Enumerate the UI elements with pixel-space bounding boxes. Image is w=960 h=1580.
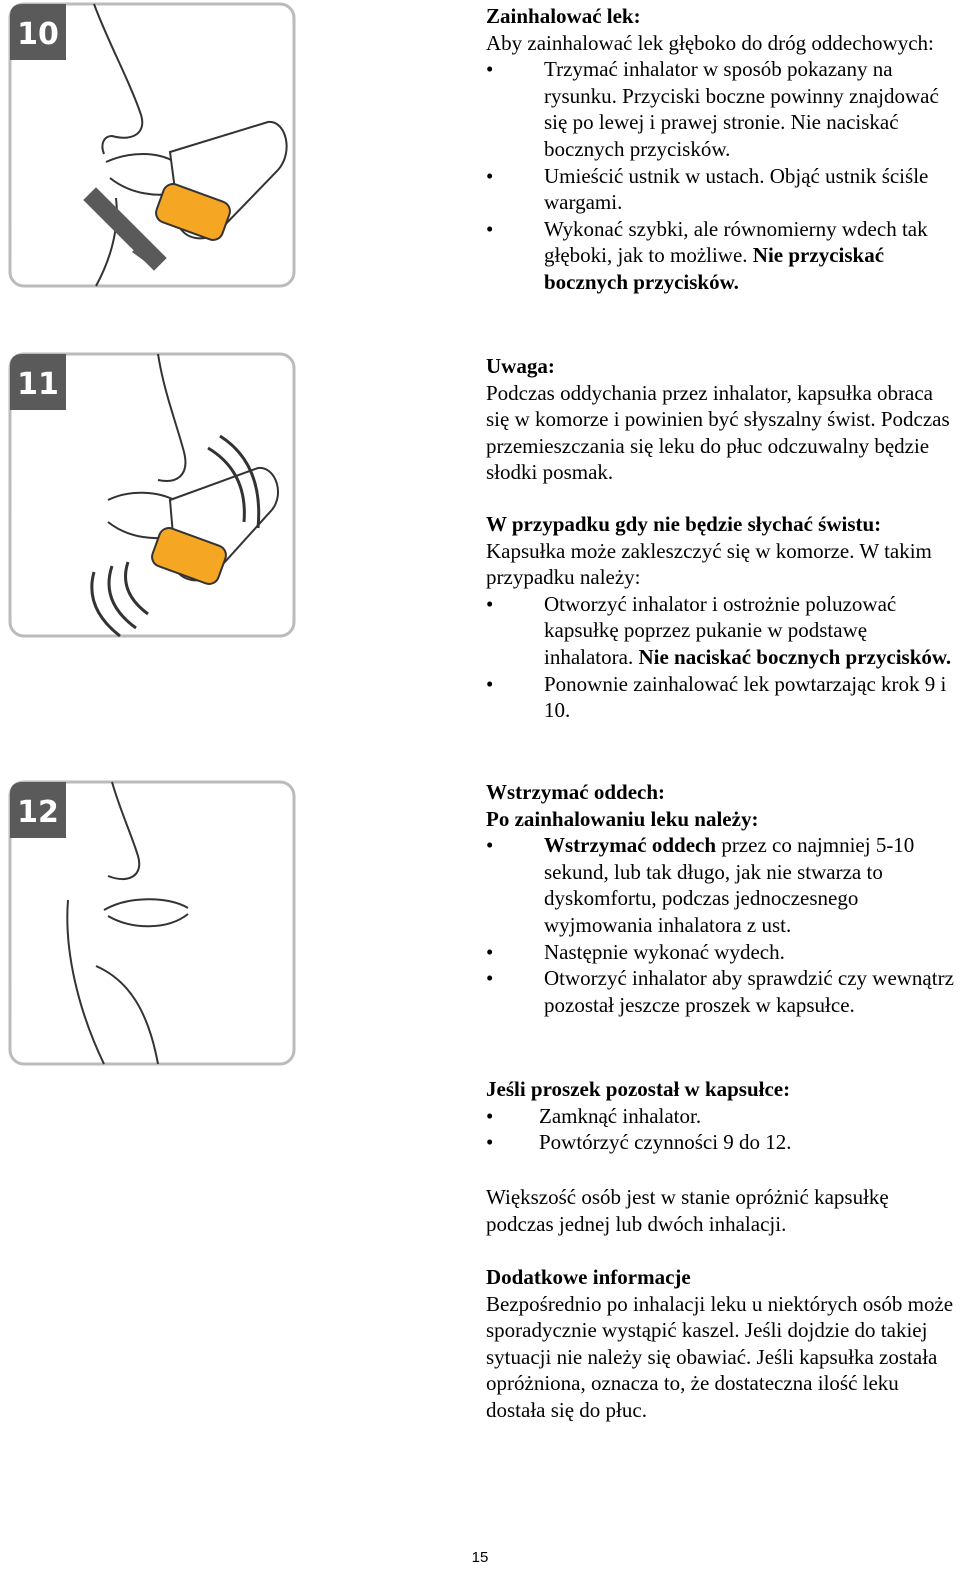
step-number: 11 [17, 367, 59, 402]
section-inhale [486, 3, 958, 296]
list-item: • Powtórzyć czynności 9 do 12. [486, 1129, 958, 1156]
heading-hold-breath: Wstrzymać oddech: [486, 780, 666, 804]
hold-breath-illustration [8, 780, 298, 1068]
list-item: • Otworzyć inhalator i ostrożnie poluzować kapsułkę poprzez pukanie w podstawę inhalatora. Nie naciskać bocznych przycisków. [486, 591, 958, 671]
list-item: • Trzymać inhalator w sposób pokazany na rysunku. Przyciski boczne powinny znajdować się po lewej i prawej stronie. Nie naciskać bocznych przycisków. [486, 56, 958, 162]
intro-inhale: Aby zainhalować lek głęboko do dróg oddechowych: [486, 30, 934, 55]
step-number: 10 [17, 17, 59, 52]
additional-info-body: Bezpośrednio po inhalacji leku u niektórych osób może sporadycznie wystąpić kaszel. Jeśli dojdzie do takiej sytuacji nie należy się obawiać. Jeśli kapsułka została opróżniona, oznacza to, że dostateczna ilość leku dostała się do płuc. [486, 1291, 954, 1422]
section-leftover-powder [486, 1076, 958, 1156]
figure-12 [8, 780, 298, 1068]
step-number: 12 [17, 795, 59, 830]
section-hold-breath [486, 779, 958, 1018]
list-item: • Ponownie zainhalować lek powtarzając krok 9 i 10. [486, 671, 958, 724]
list-item: • Zamknąć inhalator. [486, 1103, 958, 1130]
list-no-sound [486, 591, 958, 724]
heading-note: Uwaga: [486, 354, 555, 378]
list-item: • Następnie wykonać wydech. [486, 939, 958, 966]
most-body: Większość osób jest w stanie opróżnić kapsułkę podczas jednej lub dwóch inhalacji. [486, 1185, 889, 1236]
list-item: • Umieścić ustnik w ustach. Objąć ustnik ściśle wargami. [486, 163, 958, 216]
heading-no-sound: W przypadku gdy nie będzie słychać świstu: [486, 512, 882, 536]
figure-10 [8, 2, 298, 290]
note-body: Podczas oddychania przez inhalator, kapsułka obraca się w komorze i powinien być słyszalny świst. Podczas przemieszczania się leku do płuc odczuwalny będzie słodki posmak. [486, 380, 950, 485]
section-no-sound [486, 511, 958, 724]
page-number: 15 [471, 1549, 489, 1566]
list-item: • Otworzyć inhalator aby sprawdzić czy wewnątrz pozostał jeszcze proszek w kapsułce. [486, 965, 958, 1018]
list-hold-breath [486, 832, 958, 1018]
inhale-illustration [8, 2, 298, 290]
no-sound-body: Kapsułka może zakleszczyć się w komorze. W takim przypadku należy: [486, 538, 932, 590]
heading-inhale: Zainhalować lek: [486, 4, 641, 28]
figure-11 [8, 352, 298, 640]
list-item: • Wykonać szybki, ale równomierny wdech tak głęboki, jak to możliwe. Nie przyciskać bocznych przycisków. [486, 216, 958, 296]
section-most-people [486, 1184, 958, 1237]
list-leftover [486, 1103, 958, 1156]
list-inhale [486, 56, 958, 295]
heading-additional-info: Dodatkowe informacje [486, 1265, 691, 1289]
subheading-hold-breath: Po zainhalowaniu leku należy: [486, 806, 759, 831]
heading-leftover: Jeśli proszek pozostał w kapsułce: [486, 1077, 791, 1101]
list-item: • Wstrzymać oddech przez co najmniej 5-10 sekund, lub tak długo, jak nie stwarza to dyskomfortu, podczas jednoczesnego wyjmowania inhalatora z ust. [486, 832, 958, 938]
section-note [486, 353, 958, 486]
section-additional-info [486, 1264, 958, 1424]
capsule-rattle-illustration [8, 352, 298, 640]
